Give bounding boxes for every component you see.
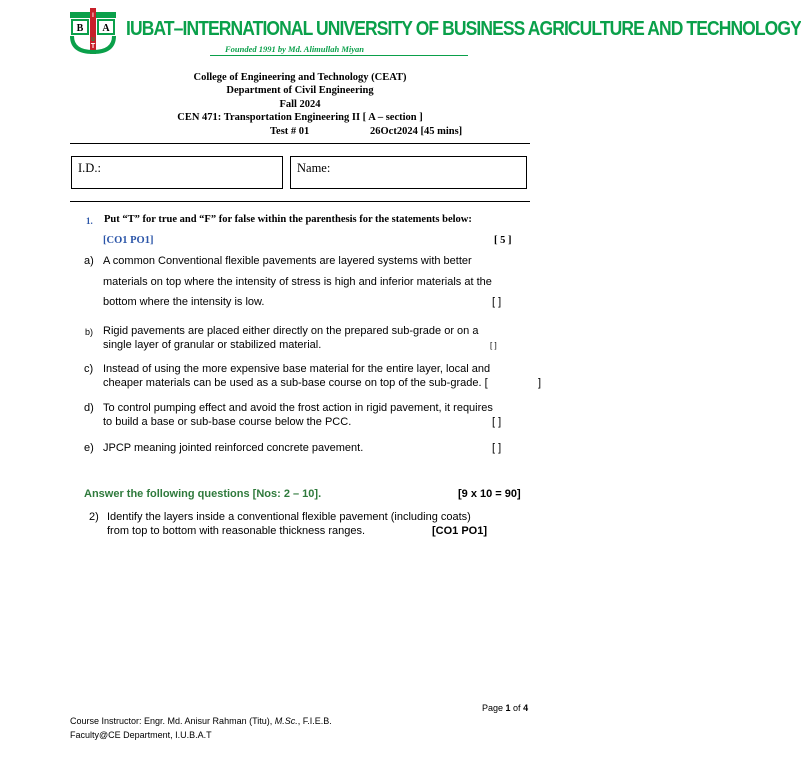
item-d-line-1: To control pumping effect and avoid the frost action in rigid pavement, it requires <box>103 402 493 414</box>
logo-letter-a: A <box>102 23 110 34</box>
item-c-line-2: cheaper materials can be used as a sub-base course on top of the sub-grade. [ <box>103 377 488 389</box>
item-a-line-2: materials on top where the intensity of stress is high and inferior materials at the <box>103 276 492 288</box>
header-divider <box>70 143 530 144</box>
name-label: Name: <box>297 161 331 175</box>
box-divider <box>70 201 530 202</box>
founded-line: Founded 1991 by Md. Alimullah Miyan <box>225 44 365 54</box>
item-a-line-1: A common Conventional flexible pavements are layered systems with better <box>103 255 472 267</box>
item-d-line-2: to build a base or sub-base course below the PCC. <box>103 416 352 428</box>
item-d-label: d) <box>84 402 94 414</box>
name-field[interactable] <box>290 156 527 189</box>
page-prefix: Page <box>482 703 506 713</box>
test-number: Test # 01 <box>270 126 310 137</box>
section-heading: Answer the following questions [Nos: 2 – 10]. <box>84 488 322 500</box>
q1-number: 1. <box>86 216 93 226</box>
instructor-prefix: Course Instructor: Engr. Md. Anisur Rahman (Titu), <box>70 716 275 726</box>
page-of: of <box>510 703 524 713</box>
item-b-bracket[interactable]: [ ] <box>490 341 497 350</box>
q2-line-2: from top to bottom with reasonable thickness ranges. <box>107 525 366 537</box>
section-marks: [9 x 10 = 90] <box>458 488 521 500</box>
department-name: Department of Civil Engineering <box>226 85 374 96</box>
logo-letter-i: I <box>92 13 94 19</box>
footer-faculty: Faculty@CE Department, I.U.B.A.T <box>70 730 212 740</box>
item-b-line-2: single layer of granular or stabilized material. <box>103 339 322 351</box>
course-title: CEN 471: Transportation Engineering II [ A – section ] <box>177 112 423 123</box>
item-a-line-3: bottom where the intensity is low. <box>103 296 265 308</box>
header-rule <box>210 55 468 56</box>
term: Fall 2024 <box>279 99 321 110</box>
q2-number: 2) <box>89 511 99 523</box>
item-d-bracket[interactable]: [ ] <box>492 416 502 428</box>
q1-co-po: [CO1 PO1] <box>103 235 154 246</box>
item-a-label: a) <box>84 255 94 267</box>
college-name: College of Engineering and Technology (CEAT) <box>193 72 407 83</box>
instructor-degree: M.Sc. <box>274 716 298 726</box>
item-b-label: b) <box>85 327 94 337</box>
university-name: IUBAT–INTERNATIONAL UNIVERSITY OF BUSINESS AGRICULTURE AND TECHNOLOGY <box>126 16 801 40</box>
item-a-bracket[interactable]: [ ] <box>492 296 502 308</box>
logo-letter-b: B <box>76 23 84 34</box>
q1-marks: [ 5 ] <box>494 235 512 246</box>
id-label: I.D.: <box>78 161 101 175</box>
q2-line-1: Identify the layers inside a conventional flexible pavement (including coats) <box>107 511 471 523</box>
item-e-bracket[interactable]: [ ] <box>492 442 502 454</box>
item-e-label: e) <box>84 442 94 454</box>
page-current: 1 <box>505 703 511 713</box>
test-date-duration: 26Oct2024 [45 mins] <box>370 126 463 137</box>
item-e-line-1: JPCP meaning jointed reinforced concrete pavement. <box>103 442 364 454</box>
q2-co-po: [CO1 PO1] <box>432 525 488 537</box>
iubat-logo <box>70 8 116 54</box>
footer-instructor <box>70 716 332 726</box>
logo-letter-t: T <box>90 43 96 50</box>
page-indicator <box>482 703 528 713</box>
item-b-line-1: Rigid pavements are placed either directly on the prepared sub-grade or on a <box>103 325 479 337</box>
item-c-label: c) <box>84 363 94 375</box>
page-total: 4 <box>523 703 529 713</box>
logo-letter-u: U <box>91 37 95 43</box>
item-c-line-1: Instead of using the more expensive base material for the entire layer, local and <box>103 363 491 375</box>
instructor-suffix: , F.I.E.B. <box>297 716 332 726</box>
id-field[interactable] <box>71 156 283 189</box>
q1-instruction: Put “T” for true and “F” for false within the parenthesis for the statements below: <box>104 214 472 225</box>
item-c-bracket-close[interactable]: ] <box>538 377 542 389</box>
